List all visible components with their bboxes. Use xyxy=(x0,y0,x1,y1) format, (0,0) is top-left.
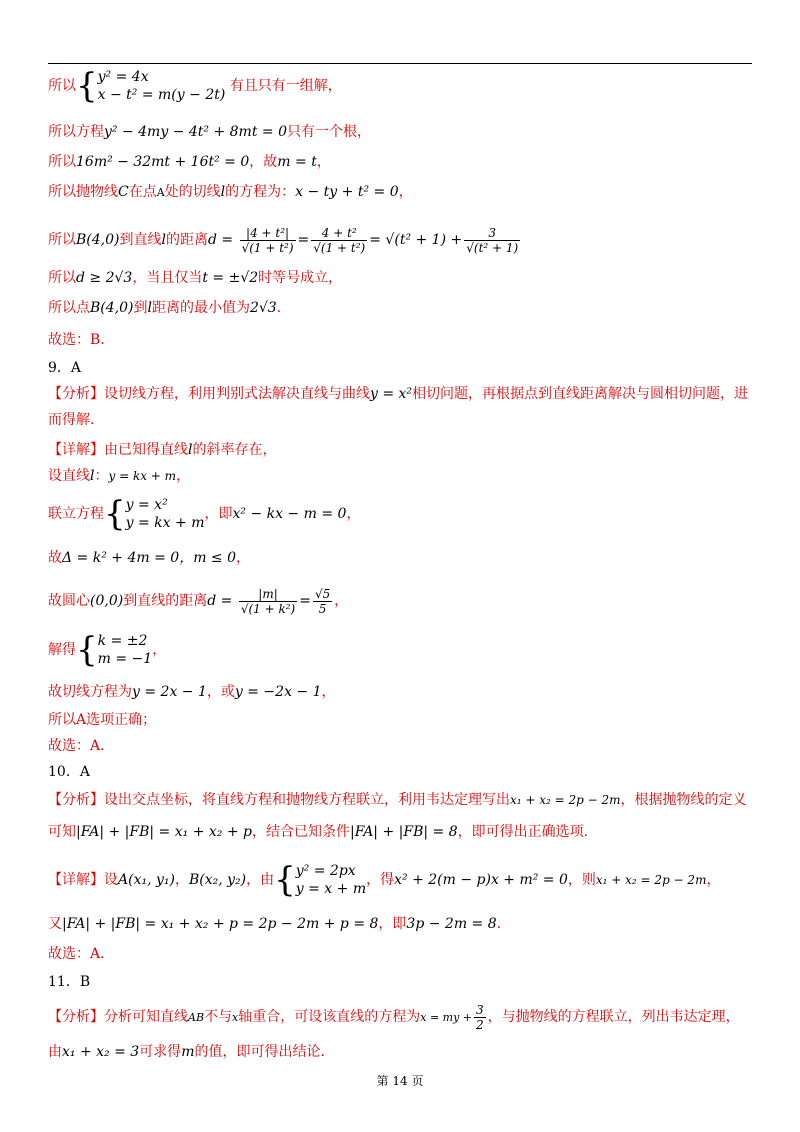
text-line-3: 所以16m² − 32mt + 16t² = 0，故m = t， xyxy=(48,154,331,170)
detail-9-distance: 故圆心(0,0)到直线的距离d = $\frac{|m|}{\text{√(1 + k²)}}$ = $\frac{√5}{5}$ ， xyxy=(48,586,349,616)
answer-10: 故选：A. xyxy=(48,946,105,962)
answer-9: 故选：A. xyxy=(48,738,105,754)
detail-9-tangent: 故切线方程为y = 2x − 1，或y = −2x − 1， xyxy=(48,684,336,700)
text-line-2: 所以方程y² − 4my − 4t² + 8mt = 0只有一个根， xyxy=(48,124,371,140)
analysis-10: 【分析】设出交点坐标，将直线方程和抛物线方程联立，利用韦达定理写出x₁ + x₂ = 2p − 2m，根据抛物线的定义 xyxy=(48,792,747,808)
analysis-9: 【分析】设切线方程，利用判别式法解决直线与曲线y = x²相切问题，再根据点到直线距离解决与圆相切问题，进 xyxy=(48,386,749,402)
text-line-7: 所以点B(4,0)到l距离的最小值为2√3. xyxy=(48,300,282,316)
detail-9: 【详解】由已知得直线l的斜率存在， xyxy=(48,442,277,458)
analysis-10-cont: 可知|FA| + |FB| = x₁ + x₂ + p，结合已知条件|FA| + |FB| = 8，即可得出正确选项. xyxy=(48,824,589,840)
analysis-11-cont: 由x₁ + x₂ = 3可求得m的值，即可得出结论. xyxy=(48,1044,325,1060)
text-line-6: 所以d ≥ 2√3，当且仅当t = ±√2时等号成立， xyxy=(48,270,343,286)
text-line-4: 所以抛物线C在点A处的切线l的方程为：x − ty + t² = 0， xyxy=(48,184,413,200)
detail-9-conclusion: 所以A选项正确； xyxy=(48,712,157,728)
text-line-1: 所以{ y² = 4x x − t² = m(y − 2t) 有且只有一组解， xyxy=(48,66,342,106)
detail-9-discriminant: 故Δ = k² + 4m = 0，m ≤ 0， xyxy=(48,550,251,566)
text-line-5: 所以B(4,0)到直线l的距离d = $\frac{\text{|4 + t²|}}{\text{√(1 + t²)}}$ = $\frac{\text{4 + t²}}{\text{√(1 + t²)}}$ = √(t² + 1) + $\frac{3}{\text{√(t² + 1)}}$ xyxy=(48,225,519,255)
header-rule xyxy=(48,63,752,64)
analysis-11: 【分析】分析可知直线AB不与x轴重合，可设该直线的方程为x = my + $\frac{3}{2}$ ，与抛物线的方程联立，列出韦达定理， xyxy=(48,1002,740,1032)
question-9-heading: 9．A xyxy=(48,360,82,376)
detail-9-solve: 解得{ k = ±2 m = −1 ， xyxy=(48,630,167,670)
detail-9-system: 联立方程{ y = x² y = kx + m ，即x² − kx − m = 0， xyxy=(48,494,361,534)
analysis-9-cont: 而得解. xyxy=(48,412,95,428)
page-number: 第 14 页 xyxy=(376,1074,424,1088)
detail-9-line: 设直线l：y = kx + m， xyxy=(48,468,191,484)
question-10-heading: 10．A xyxy=(48,764,90,780)
detail-10-sum: 又|FA| + |FB| = x₁ + x₂ + p = 2p − 2m + p = 8，即3p − 2m = 8. xyxy=(48,916,502,932)
question-11-heading: 11．B xyxy=(48,974,91,990)
detail-10: 【详解】设A(x₁, y₁)，B(x₂, y₂)，由{ y² = 2px y = x + m ，得x² + 2(m − p)x + m² = 0，则x₁ + x₂ = 2p − 2m， xyxy=(48,860,721,900)
answer-8: 故选：B. xyxy=(48,332,105,348)
